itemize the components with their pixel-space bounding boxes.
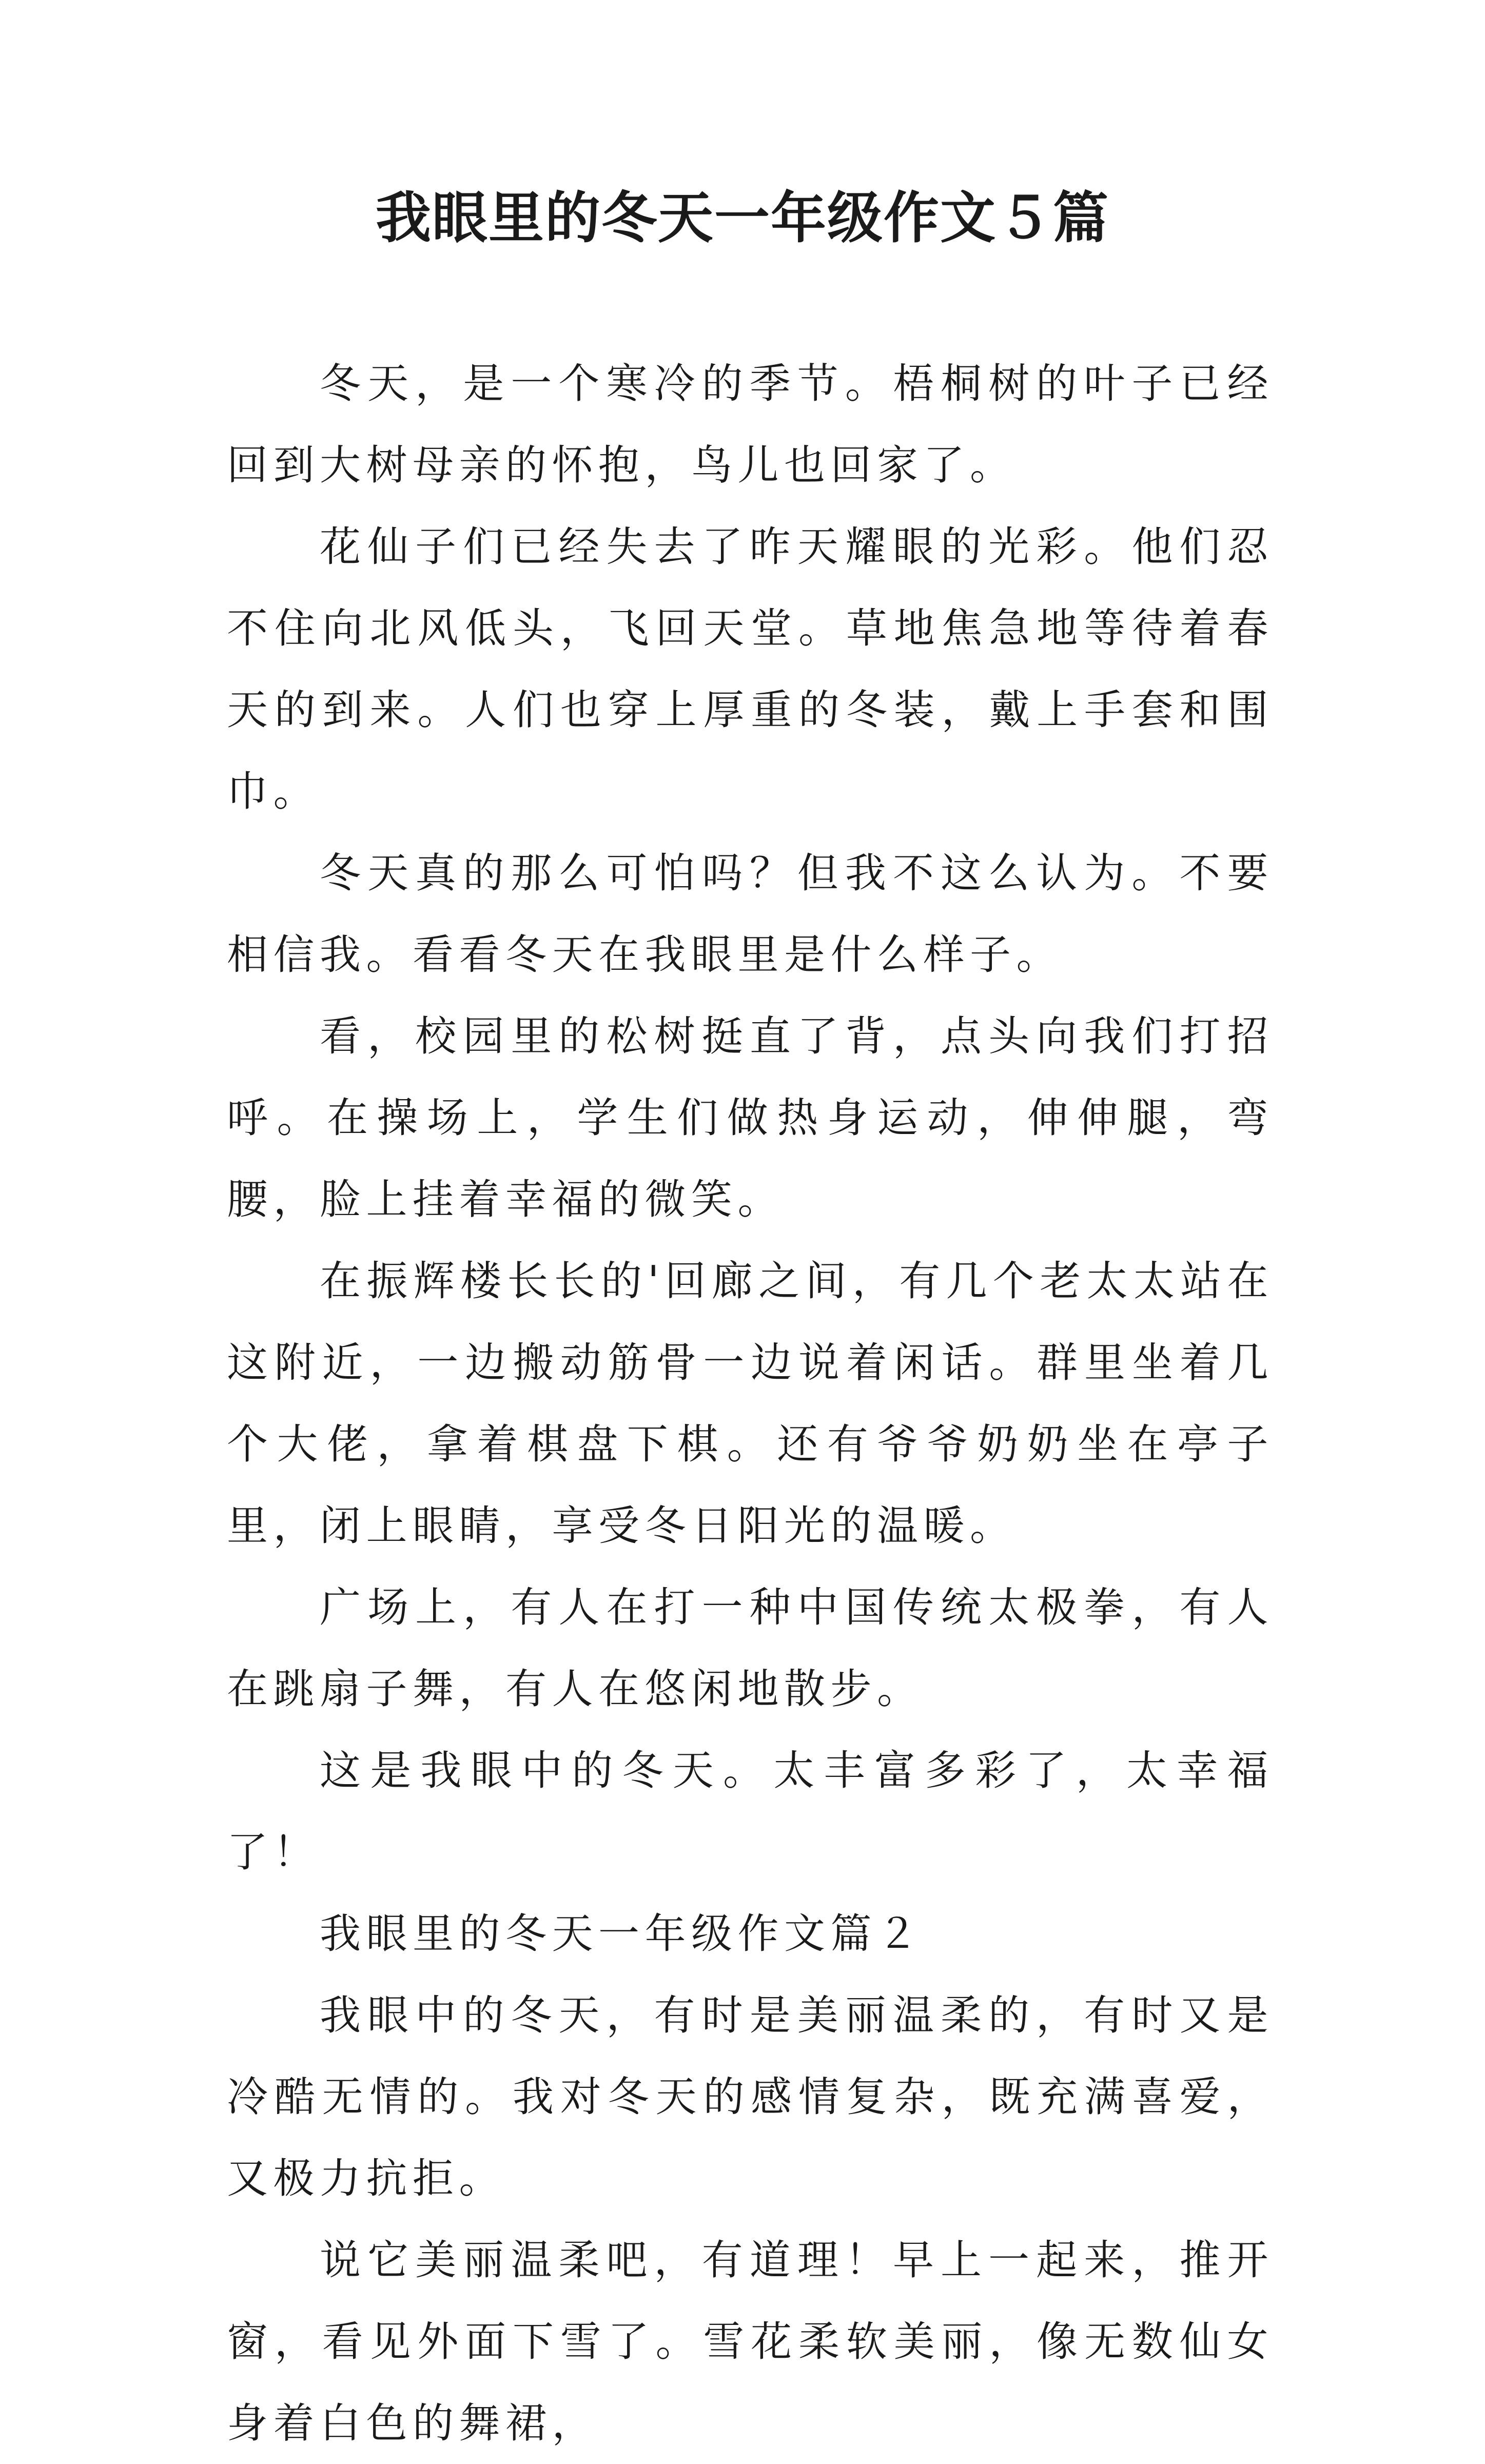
paragraph: 花仙子们已经失去了昨天耀眼的光彩。他们忍不住向北风低头，飞回天堂。草地焦急地等待着春天的到来。人们也穿上厚重的冬装，戴上手套和围巾。: [227, 523, 1274, 815]
paragraph: 冬天真的那么可怕吗？但我不这么认为。不要相信我。看看冬天在我眼里是什么样子。: [227, 849, 1274, 979]
paragraph: 我眼中的冬天，有时是美丽温柔的，有时又是冷酷无情的。我对冬天的感情复杂，既充满喜爱，又极力抗拒。: [227, 1991, 1274, 2202]
paragraph: 看，校园里的松树挺直了背，点头向我们打招呼。在操场上，学生们做热身运动，伸伸腿，弯腰，脸上挂着幸福的微笑。: [227, 1012, 1274, 1223]
paragraph: 说它美丽温柔吧，有道理！早上一起来，推开窗，看见外面下雪了。雪花柔软美丽，像无数仙女身着白色的舞裙，: [227, 2236, 1274, 2447]
paragraph: 广场上，有人在打一种中国传统太极拳，有人在跳扇子舞，有人在悠闲地散步。: [227, 1583, 1274, 1713]
paragraph: 在振辉楼长长的'回廊之间，有几个老太太站在这附近，一边搬动筋骨一边说着闲话。群里坐着几个大佬，拿着棋盘下棋。还有爷爷奶奶坐在亭子里，闭上眼睛，享受冬日阳光的温暖。: [227, 1257, 1274, 1550]
paragraph: 这是我眼中的冬天。太丰富多彩了，太幸福了！: [227, 1747, 1274, 1876]
document-body: [227, 343, 1274, 2464]
paragraph: 冬天，是一个寒冷的季节。梧桐树的叶子已经回到大树母亲的怀抱，鸟儿也回家了。: [227, 360, 1274, 489]
section-heading: 我眼里的冬天一年级作文篇２: [320, 1910, 924, 1958]
document-title: 我眼里的冬天一年级作文５篇: [375, 186, 1109, 250]
